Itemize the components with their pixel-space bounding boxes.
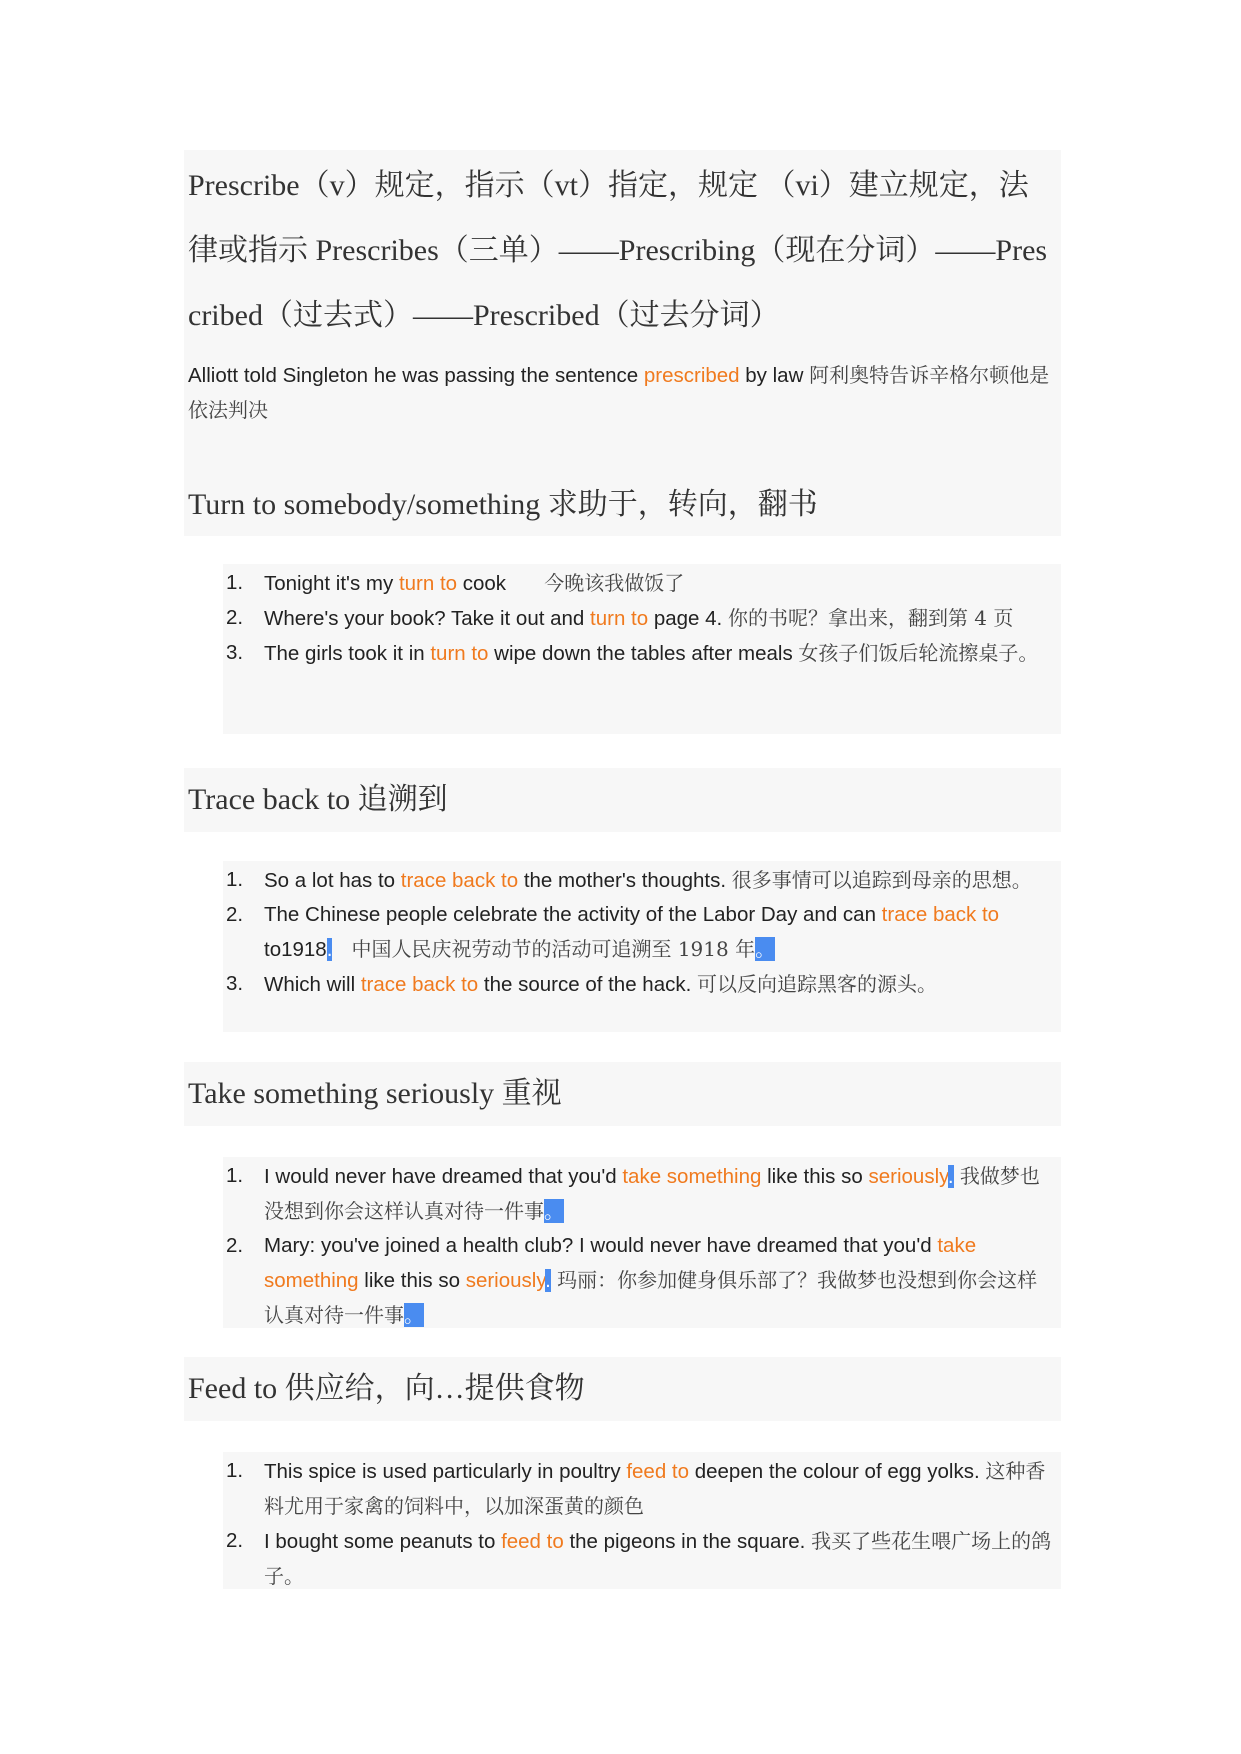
example-translation: 玛丽：你参加健身俱乐部了？我做梦也没想到你会这样认真对待一件事 xyxy=(264,1268,1038,1327)
example-translation: 很多事情可以追踪到母亲的思想。 xyxy=(731,868,1032,892)
example-text: Which will xyxy=(264,973,361,996)
heading-feed-to: Feed to 供应给，向…提供食物 xyxy=(188,1372,585,1405)
example-translation: 今晚该我做饭了 xyxy=(506,571,685,595)
list-number: 3. xyxy=(226,641,244,664)
heading-turn-to: Turn to somebody/something 求助于，转向，翻书 xyxy=(188,488,818,521)
example-text: the pigeons in the square. xyxy=(563,1530,812,1553)
example-text: Tonight it's my xyxy=(264,572,399,595)
highlight-phrase: turn to xyxy=(430,642,489,665)
example-translation: 我买了些花生喂广场上的鸽子。 xyxy=(264,1529,1052,1588)
highlight-phrase: seriously xyxy=(465,1269,546,1292)
list-number: 1. xyxy=(226,571,244,594)
example-text: the mother's thoughts. xyxy=(518,869,732,892)
list-item xyxy=(223,898,1061,967)
highlight-phrase: take something xyxy=(264,1234,977,1292)
list-number: 1. xyxy=(226,868,244,891)
text-selection: 。 xyxy=(544,1199,564,1223)
text-selection: . xyxy=(545,1269,551,1292)
example-text: I bought some peanuts to xyxy=(264,1530,502,1553)
highlight-phrase: feed to xyxy=(626,1460,690,1483)
text-selection: . xyxy=(326,938,333,961)
heading-trace-back: Trace back to 追溯到 xyxy=(188,783,448,816)
example-text: Mary: you've joined a health club? I would never have dreamed that you'd xyxy=(264,1234,938,1257)
example-text: deepen the colour of egg yolks. xyxy=(689,1460,986,1483)
example-translation: 我做梦也没想到你会这样认真对待一件事 xyxy=(264,1164,1040,1223)
highlight-phrase: feed to xyxy=(501,1530,564,1553)
example-text: This spice is used particularly in poultry xyxy=(264,1460,627,1483)
heading-take-seriously: Take something seriously 重视 xyxy=(188,1077,562,1110)
list-item xyxy=(223,1454,1061,1524)
example-text: So a lot has to xyxy=(264,869,401,892)
example-translation: 你的书呢？拿出来，翻到第 4 页 xyxy=(727,606,1014,630)
highlight-phrase: trace back to xyxy=(881,903,1000,926)
example-translation: 可以反向追踪黑客的源头。 xyxy=(697,972,937,996)
example-translation: 中国人民庆祝劳动节的活动可追溯至 1918 年 xyxy=(332,937,756,961)
text-selection: 。 xyxy=(755,937,776,961)
example-text: like this so xyxy=(358,1269,466,1292)
list-item xyxy=(223,566,1061,601)
list-number: 1. xyxy=(226,1459,244,1482)
list-item xyxy=(223,1229,1061,1333)
example-text: cook xyxy=(457,572,507,595)
example-text: by law xyxy=(739,364,810,387)
example-text: Where's your book? Take it out and xyxy=(264,607,591,630)
highlight-phrase: trace back to xyxy=(360,973,479,996)
example-list xyxy=(223,1159,1061,1333)
example-text: to1918 xyxy=(264,938,327,961)
section-turn-to-list xyxy=(223,564,1061,734)
example-translation: 阿利奥特告诉辛格尔顿他是依法判决 xyxy=(188,363,1050,422)
section-take-seriously-heading xyxy=(184,1062,1061,1126)
highlight-phrase: take something xyxy=(622,1165,762,1188)
example-text: I would never have dreamed that you'd xyxy=(264,1165,623,1188)
example-list xyxy=(223,863,1061,1002)
list-number: 2. xyxy=(226,1529,244,1552)
heading-prescribe: Prescribe（v）规定，指示（vt）指定，规定 （vi）建立规定，法律或指示 Prescribes（三单）——Prescribing（现在分词）——Prescribed（过去式）——Prescribed（过去分词） xyxy=(188,169,1048,332)
section-trace-back-heading xyxy=(184,768,1061,832)
list-item xyxy=(223,863,1061,898)
section-feed-to-list xyxy=(223,1452,1061,1589)
text-selection: 。 xyxy=(404,1303,424,1327)
list-item xyxy=(223,1524,1061,1594)
highlight-phrase: seriously xyxy=(868,1165,948,1188)
list-number: 1. xyxy=(226,1164,244,1187)
list-item xyxy=(223,967,1061,1002)
example-translation: 女孩子们饭后轮流擦桌子。 xyxy=(798,641,1039,665)
example-text: the source of the hack. xyxy=(478,973,697,996)
example-list xyxy=(223,566,1061,671)
list-number: 2. xyxy=(226,903,244,926)
list-item xyxy=(223,1159,1061,1229)
highlight-phrase: trace back to xyxy=(400,869,519,892)
example-list xyxy=(223,1454,1061,1594)
list-number: 2. xyxy=(226,606,244,629)
section-feed-to-heading xyxy=(184,1357,1061,1421)
example-prescribe xyxy=(184,358,1061,444)
highlight-phrase: turn to xyxy=(590,607,649,630)
example-text: wipe down the tables after meals xyxy=(488,642,799,665)
list-item xyxy=(223,601,1061,636)
section-take-seriously-list xyxy=(223,1157,1061,1328)
example-translation: 这种香料尤用于家禽的饲料中，以加深蛋黄的颜色 xyxy=(264,1459,1046,1518)
example-text: page 4. xyxy=(648,607,728,630)
highlight-phrase: prescribed xyxy=(643,364,740,387)
list-item xyxy=(223,636,1061,671)
list-number: 3. xyxy=(226,972,244,995)
example-text: The Chinese people celebrate the activity of the Labor Day and can xyxy=(264,903,882,926)
list-number: 2. xyxy=(226,1234,244,1257)
example-text: The girls took it in xyxy=(264,642,431,665)
text-selection: . xyxy=(947,1165,954,1188)
example-text: Alliott told Singleton he was passing the sentence xyxy=(188,364,644,387)
highlight-phrase: turn to xyxy=(398,572,458,595)
section-trace-back-list xyxy=(223,861,1061,1032)
example-text: like this so xyxy=(761,1165,869,1188)
